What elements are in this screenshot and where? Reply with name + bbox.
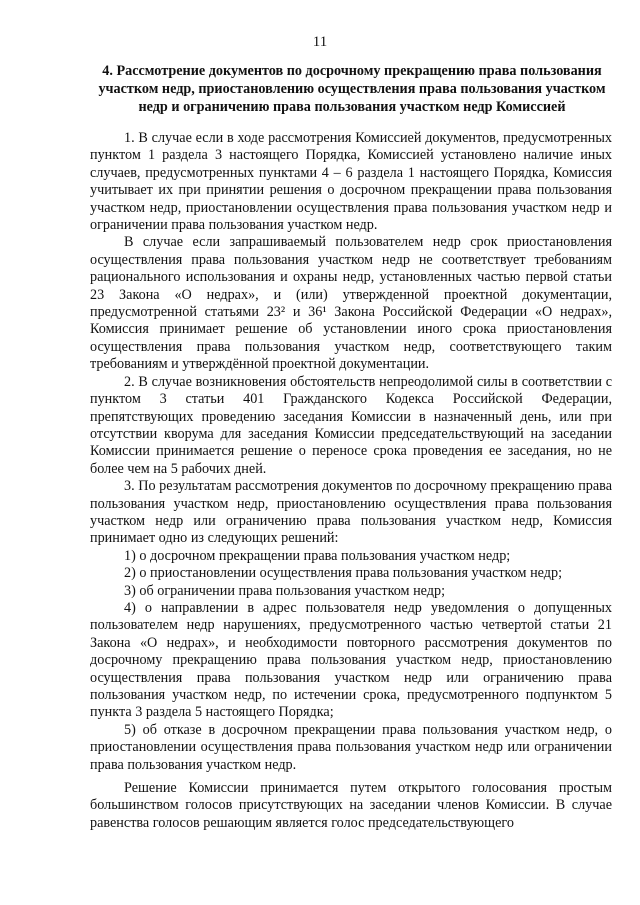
- list-item-2: 2) о приостановлении осуществления права пользования участком недр;: [124, 565, 563, 582]
- paragraph-voting: Решение Комиссии принимается путем открытого голосования простым большинством голосов присутствующих на заседании членов Комиссии. В случае равенства голосов решающим является голос председательствующего: [90, 780, 612, 831]
- list-item-5: 5) об отказе в досрочном прекращении права пользования участком недр, о приостановлении осуществления права пользования участком недр или ограничении права пользования участком недр.: [90, 721, 612, 773]
- section-heading: 4. Рассмотрение документов по досрочному прекращению права пользования участком недр, приостановлению осуществления права пользования участком недр и ограничению права пользования участком недр Комиссией: [98, 63, 606, 115]
- page-number: 11: [312, 34, 328, 50]
- paragraph-1: 1. В случае если в ходе рассмотрения Комиссией документов, предусмотренных пунктом 1 раздела 3 настоящего Порядка, Комиссией установлено наличие иных случаев, предусмотренных пунктами 4 – 6 раздела 1 настоящего Порядка, Комиссия учитывает их при принятии решения о досрочном прекращении права пользования участком недр, приостановлении осуществления права пользования участком недр и ограничении права пользования участком недр.: [90, 130, 612, 234]
- paragraph-2: 2. В случае возникновения обстоятельств непреодолимой силы в соответствии с пунктом 3 статьи 401 Гражданского Кодекса Российской Федерации, препятствующих проведению заседания Комиссии в назначенный день, или при отсутствии кворума для заседания Комиссии председательствующий на заседании Комиссии принимается решение о переносе срока проведения ее заседания, но не более чем на 5 рабочих дней.: [90, 373, 612, 477]
- list-item-3: 3) об ограничении права пользования участком недр;: [124, 582, 446, 599]
- paragraph-1-continuation: В случае если запрашиваемый пользователем недр срок приостановления осуществления права пользования участком недр не соответствует требованиям рационального использования и охраны недр, установленных частью первой статьи 23 Закона «О недрах», и (или) утвержденной проектной документации, предусмотренной статьями 23² и 36¹ Закона Российской Федерации «О недрах», Комиссия принимает решение об установлении иного срока приостановления осуществления права пользования участком недр, соответствующего таким требованиям и утверждённой проектной документации.: [90, 234, 612, 373]
- paragraph-3: 3. По результатам рассмотрения документов по досрочному прекращению права пользования участком недр, приостановлению осуществления права пользования участком недр или ограничению права пользования участком недр, Комиссия принимает одно из следующих решений:: [90, 478, 612, 547]
- list-item-1: 1) о досрочном прекращении права пользования участком недр;: [124, 547, 511, 564]
- list-item-4: 4) о направлении в адрес пользователя недр уведомления о допущенных пользователем недр нарушениях, предусмотренного частью четвертой статьи 21 Закона «О недрах», и необходимости повторного рассмотрения документов по досрочному прекращению права пользования участком недр, приостановлению осуществления права пользования участком недр или ограничению права пользования участком недр, по истечении срока, предусмотренного подпунктом 5 пункта 3 раздела 5 настоящего Порядка;: [90, 599, 612, 721]
- document-body: [90, 130, 612, 832]
